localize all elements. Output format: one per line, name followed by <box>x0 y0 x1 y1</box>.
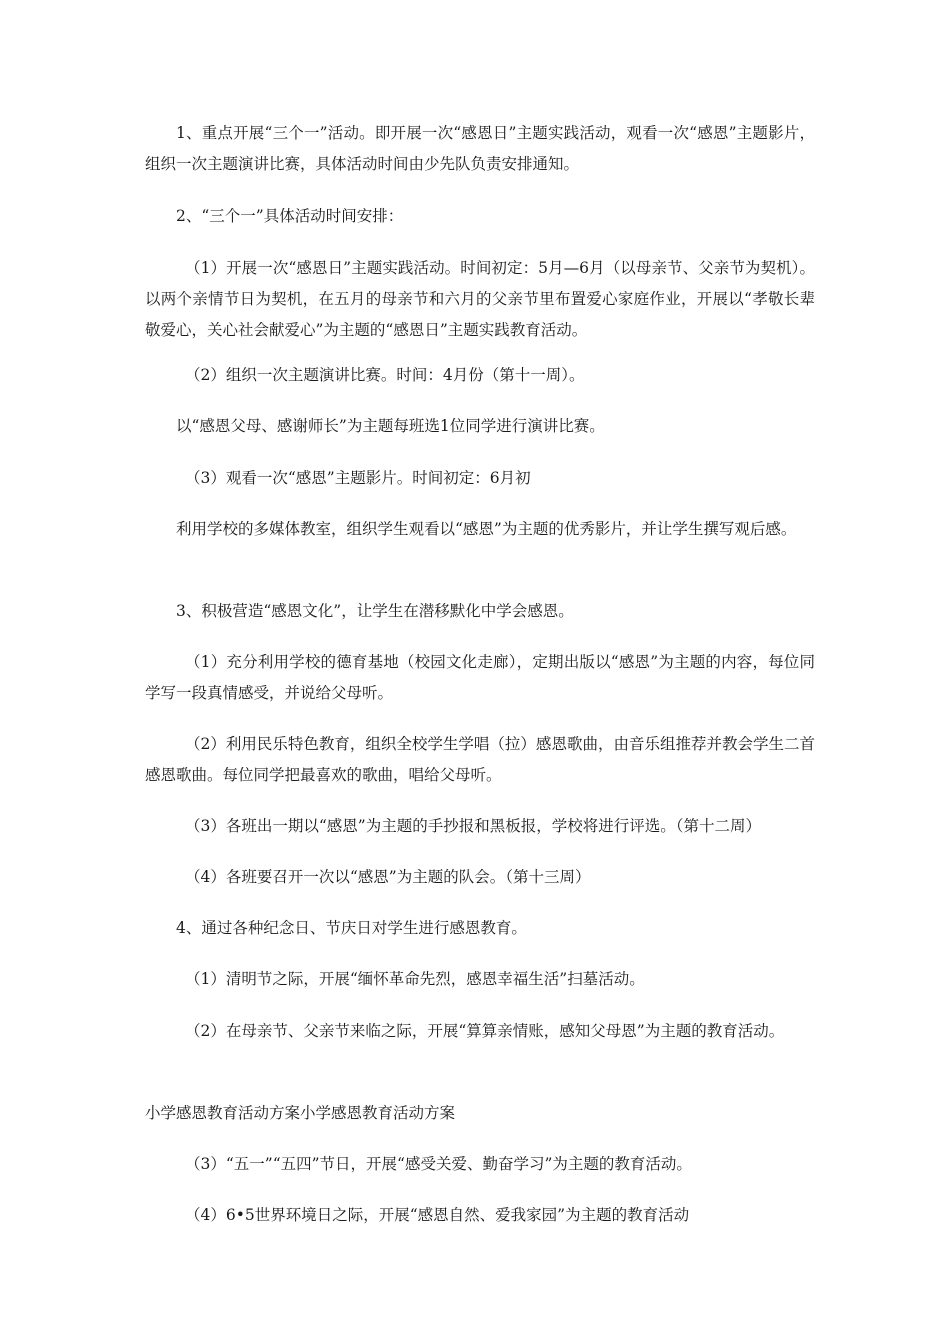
paragraph-17: （4）6•5世界环境日之际，开展“感恩自然、爱我家园”为主题的教育活动 <box>185 1206 690 1224</box>
repeated-title-line: 小学感恩教育活动方案小学感恩教育活动方案 <box>145 1104 456 1122</box>
paragraph-13: 4、通过各种纪念日、节庆日对学生进行感恩教育。 <box>176 919 527 937</box>
paragraph-16: （3）“五一”“五四”节日，开展“感受关爱、勤奋学习”为主题的教育活动。 <box>185 1155 692 1173</box>
paragraph-9: （1）充分利用学校的德育基地（校园文化走廊），定期出版以“感恩”为主题的内容，每位同学写一段真情感受，并说给父母听。 <box>145 653 815 702</box>
paragraph-7: 利用学校的多媒体教室，组织学生观看以“感恩”为主题的优秀影片，并让学生撰写观后感。 <box>176 520 797 538</box>
paragraph-15: （2）在母亲节、父亲节来临之际，开展“算算亲情账，感知父母恩”为主题的教育活动。 <box>185 1022 785 1040</box>
paragraph-3: （1）开展一次“感恩日”主题实践活动。时间初定：5月—6月（以母亲节、父亲节为契机）。以两个亲情节日为契机，在五月的母亲节和六月的父亲节里布置爱心家庭作业，开展以“孝敬长辈敬爱心，关心社会献爱心”为主题的“感恩日”主题实践教育活动。 <box>145 259 815 339</box>
paragraph-2: 2、“三个一”具体活动时间安排： <box>176 207 404 225</box>
paragraph-11: （3）各班出一期以“感恩”为主题的手抄报和黑板报，学校将进行评选。（第十二周） <box>185 817 761 835</box>
paragraph-14: （1）清明节之际，开展“缅怀革命先烈，感恩幸福生活”扫墓活动。 <box>185 970 645 988</box>
paragraph-12: （4）各班要召开一次以“感恩”为主题的队会。（第十三周） <box>185 868 591 886</box>
paragraph-8: 3、积极营造“感恩文化”，让学生在潜移默化中学会感恩。 <box>176 602 574 620</box>
paragraph-5: 以“感恩父母、感谢师长”为主题每班选1位同学进行演讲比赛。 <box>176 417 605 435</box>
paragraph-4: （2）组织一次主题演讲比赛。时间：4月份（第十一周）。 <box>185 366 585 384</box>
paragraph-6: （3）观看一次“感恩”主题影片。时间初定：6月初 <box>185 469 531 487</box>
paragraph-1: 1、重点开展“三个一”活动。即开展一次“感恩日”主题实践活动，观看一次“感恩”主题影片，组织一次主题演讲比赛，具体活动时间由少先队负责安排通知。 <box>145 124 815 173</box>
paragraph-10: （2）利用民乐特色教育，组织全校学生学唱（拉）感恩歌曲，由音乐组推荐并教会学生二首感恩歌曲。每位同学把最喜欢的歌曲，唱给父母听。 <box>145 735 815 784</box>
